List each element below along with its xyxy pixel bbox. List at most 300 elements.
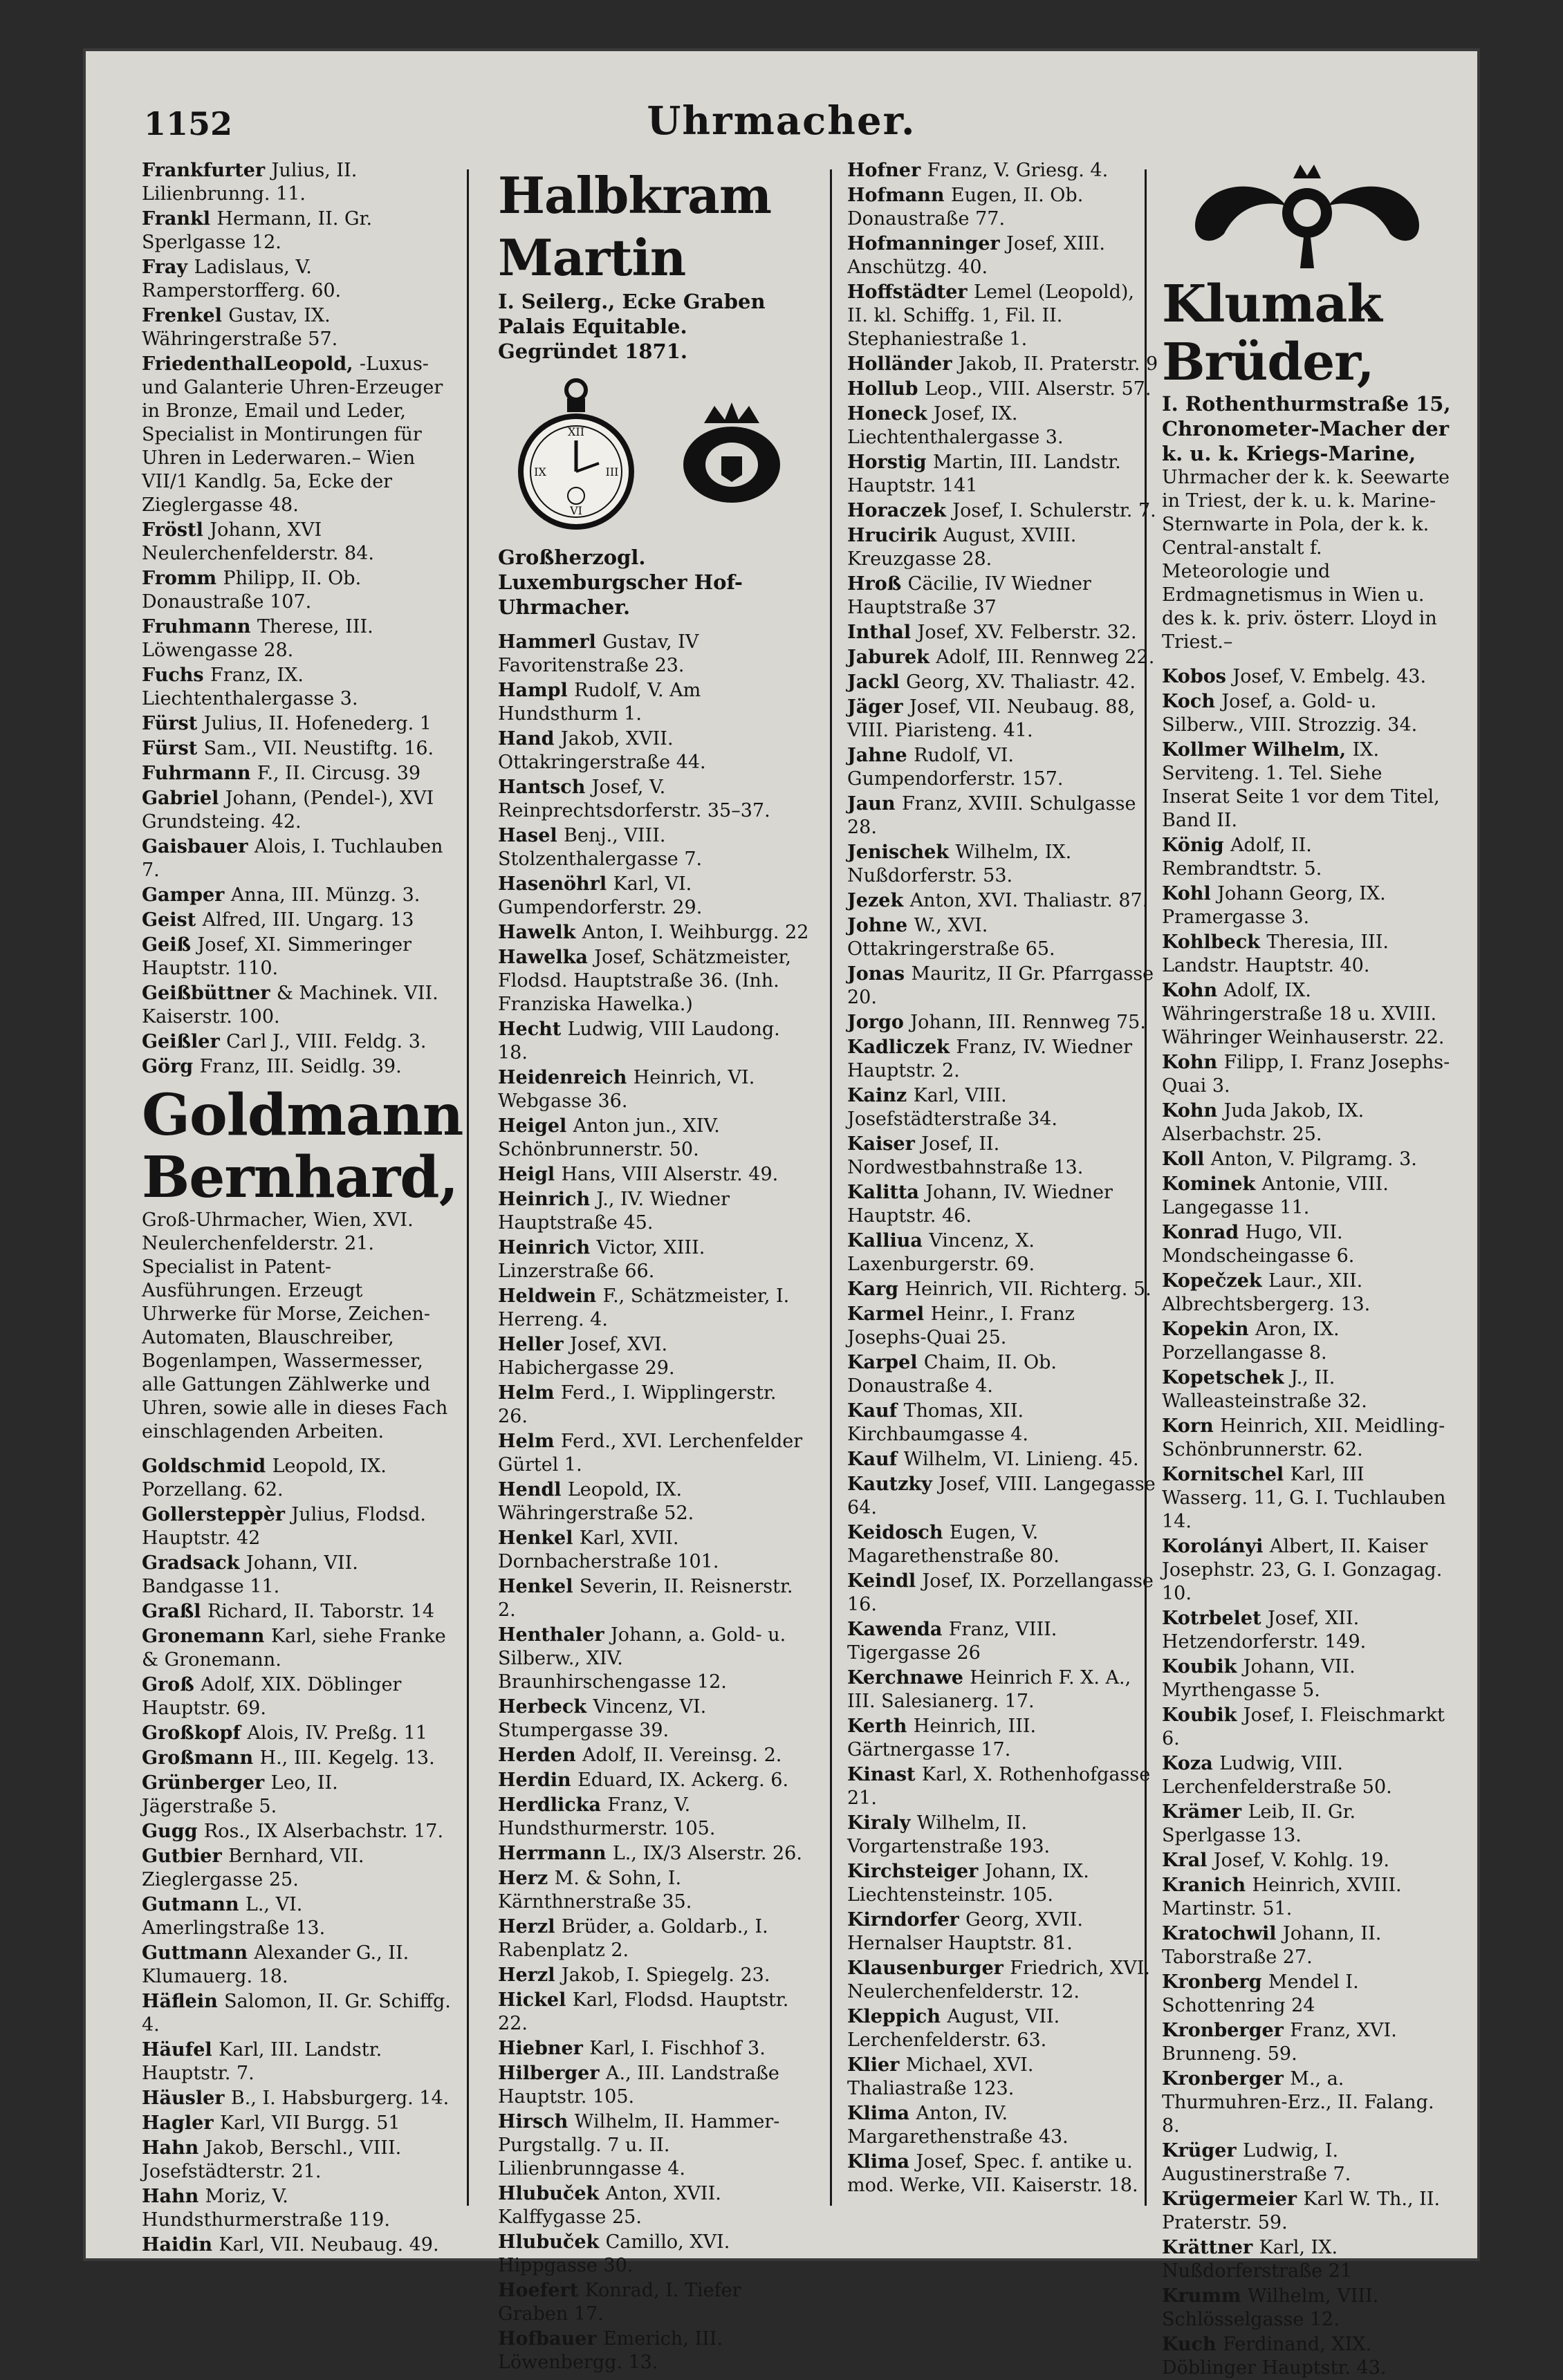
entry-address: Bernhard, VII. Zieglergasse 25. [142, 1846, 364, 1890]
entry-name: Hammerl [498, 631, 603, 653]
directory-entry [847, 451, 1158, 498]
entry-address: Anton jun., XIV. Schönbrunnerstr. 50. [498, 1115, 720, 1160]
entry-name: Gamper [142, 884, 231, 906]
entry-name: Kirchsteiger [847, 1861, 985, 1882]
entry-name: Hofmanninger [847, 233, 1007, 254]
directory-entry [142, 159, 453, 206]
directory-entry [847, 963, 1158, 1010]
directory-entry [847, 353, 1158, 376]
column-1 [142, 159, 463, 2256]
entry-name: Gabriel [142, 788, 225, 809]
entry-address: Josef, XVI. Habichergasse 29. [498, 1334, 675, 1379]
directory-entry [142, 982, 453, 1029]
entry-address: J., IV. Wiedner Hauptstraße 45. [498, 1189, 730, 1234]
advert-title: Goldmann Bernhard, [142, 1082, 463, 1211]
entry-name: Hickel [498, 1989, 573, 2011]
entry-name: Gugg [142, 1821, 204, 1842]
entry-address: Johann, VII. Bandgasse 11. [142, 1552, 358, 1597]
entry-address: Josef, IX. Liechtenthalergasse 3. [847, 403, 1064, 448]
directory-entry [1162, 882, 1452, 929]
advert-body: I. Rothenthurmstraße 15, Chronometer-Macher der k. u. k. Kriegs-Marine, [1162, 392, 1451, 465]
directory-entry [1162, 1971, 1452, 2018]
directory-entry [498, 1285, 809, 1332]
column-2 [498, 159, 809, 2373]
directory-entry [1162, 738, 1452, 833]
directory-entry [847, 841, 1158, 888]
advert-small-print: Uhrmacher der k. k. Seewarte in Triest, der k. u. k. Marine-Sternwarte in Pola, der k. k. Central-anstalt f. Meteorologie und Erdmagnetismus in Wien u. des k. k. priv. österr. Lloyd in Triest.– [1162, 467, 1450, 653]
directory-entry [498, 1842, 809, 1866]
entry-name: Helm [498, 1431, 561, 1452]
entry-address: Eugen, V. Magarethenstraße 80. [847, 1522, 1060, 1567]
entry-name: Gollersteppèr [142, 1504, 292, 1525]
directory-entry [847, 499, 1158, 523]
directory-entry [847, 1715, 1158, 1762]
entry-address: Wilhelm, II. Vorgartenstraße 193. [847, 1812, 1051, 1857]
entry-address: August, VII. Lerchenfelderstr. 63. [847, 2006, 1060, 2051]
entry-name: Henkel [498, 1576, 580, 1597]
directory-entry [847, 646, 1158, 669]
entry-address: Josef, I. Fleischmarkt 6. [1162, 1704, 1445, 1749]
entry-name: Jahne [847, 745, 914, 766]
entry-name: Koch [1162, 691, 1222, 712]
directory-entry [142, 1455, 453, 1502]
entry-name: Kalitta [847, 1182, 926, 1203]
directory-entry [847, 184, 1158, 231]
entry-name: Hasenöhrl [498, 873, 613, 895]
entry-address: Franz, IX. Liechtenthalergasse 3. [142, 664, 358, 709]
entry-address: Karl, VII. Neubaug. 49. [219, 2234, 439, 2256]
directory-entry [498, 1333, 809, 1380]
entry-address: Johann Georg, IX. Pramergasse 3. [1162, 883, 1386, 928]
entry-address: Ferd., XVI. Lerchenfelder Gürtel 1. [498, 1431, 803, 1476]
entry-name: Hendl [498, 1479, 568, 1500]
directory-entry [847, 1084, 1158, 1131]
entry-name: Kalliua [847, 1230, 930, 1252]
entry-name: Henthaler [498, 1624, 611, 1646]
pocket-watch-icon [517, 375, 635, 534]
directory-entry [498, 776, 809, 823]
column-rule [467, 169, 469, 2206]
entry-name: Karpel [847, 1352, 924, 1373]
entry-address: Ferdinand, XIX. Döblinger Hauptstr. 43. [1162, 2334, 1387, 2379]
directory-entry [142, 884, 453, 907]
directory-entry [142, 2087, 453, 2110]
entry-name: Hasel [498, 825, 564, 846]
entry-name: Heigel [498, 1115, 573, 1137]
entry-address: Vincenz, VI. Stumpergasse 39. [498, 1696, 707, 1741]
entry-address: Leopold, IX. Porzellang. 62. [142, 1456, 387, 1500]
entry-name: Frenkel [142, 305, 229, 326]
directory-entry [1162, 1607, 1452, 1654]
entry-name: Johne [847, 915, 914, 936]
entry-address: Franz, VIII. Tigergasse 26 [847, 1619, 1057, 1664]
entry-name: Kotrbelet [1162, 1608, 1268, 1629]
directory-entry [498, 1188, 809, 1235]
entry-address: F., II. Circusg. 39 [257, 763, 421, 784]
directory-entry [847, 1860, 1158, 1907]
entry-name: Hofner [847, 160, 927, 181]
entry-name: Guttmann [142, 1942, 255, 1964]
directory-entry [1162, 665, 1452, 689]
entry-address: Aron, IX. Porzellangasse 8. [1162, 1319, 1340, 1364]
directory-entry [1162, 1752, 1452, 1799]
directory-entry [847, 744, 1158, 791]
directory-entry [142, 1722, 453, 1745]
directory-entry [142, 2038, 453, 2085]
entry-address: Karl W. Th., II. Praterstr. 59. [1162, 2188, 1441, 2233]
entry-address: B., I. Habsburgerg. 14. [230, 2088, 450, 2109]
directory-entry [142, 207, 453, 254]
directory-entry [142, 909, 453, 932]
entry-address: IX. Serviteng. 1. Tel. Siehe Inserat Seite 1 vor dem Titel, Band II. [1162, 739, 1440, 831]
entry-name: Jackl [847, 671, 907, 693]
entry-address: Carl J., VIII. Feldg. 3. [226, 1031, 427, 1052]
entry-address: Brüder, a. Goldarb., I. Rabenplatz 2. [498, 1916, 768, 1961]
entry-address: Josef, XV. Felberstr. 32. [917, 622, 1137, 643]
directory-entry [847, 1036, 1158, 1083]
entry-name: Hahn [142, 2186, 205, 2207]
entry-name: Herz [498, 1868, 555, 1889]
svg-text:IX: IX [533, 465, 546, 478]
svg-text:XII: XII [567, 425, 584, 438]
entry-name: Hagler [142, 2112, 220, 2134]
entry-address: F., Schätzmeister, I. Herreng. 4. [498, 1285, 790, 1330]
directory-entry [498, 631, 809, 678]
entry-name: Klier [847, 2054, 906, 2076]
entry-address: Moriz, V. Hundsthurmerstraße 119. [142, 2186, 390, 2231]
directory-entry [498, 2062, 809, 2109]
entry-address: Vincenz, X. Laxenburgerstr. 69. [847, 1230, 1035, 1275]
entry-name: Horstig [847, 452, 933, 473]
entry-address: August, XVIII. Kreuzgasse 28. [847, 525, 1077, 570]
entry-name: Hahn [142, 2137, 205, 2159]
directory-entry [847, 1908, 1158, 1955]
entry-address: H., III. Kegelg. 13. [259, 1747, 435, 1769]
directory-entry [847, 159, 1158, 183]
entry-name: Kainz [847, 1085, 914, 1106]
entry-address: Franz, III. Seidlg. 39. [199, 1056, 402, 1077]
directory-entry [142, 1673, 453, 1720]
entry-address: Jakob, XVII. Ottakringerstraße 44. [498, 728, 706, 773]
entry-name: Hand [498, 728, 561, 750]
directory-entry [142, 712, 453, 736]
entry-address: Leo, II. Jägerstraße 5. [142, 1772, 338, 1817]
advert-halbkram [498, 165, 809, 620]
svg-text:VI: VI [569, 504, 582, 517]
entry-address: Johann, IV. Wiedner Hauptstr. 46. [847, 1182, 1113, 1227]
entry-address: Ludwig, VIII. Lerchenfelderstraße 50. [1162, 1753, 1392, 1798]
entry-name: Hilberger [498, 2063, 606, 2084]
entry-name: König [1162, 835, 1231, 856]
entry-address: Thomas, XII. Kirchbaumgasse 4. [847, 1400, 1029, 1445]
entry-address: Karl, VIII. Josefstädterstraße 34. [847, 1085, 1057, 1130]
entry-address: Friedrich, XVI. Neulerchenfelderstr. 12. [847, 1958, 1151, 2002]
directory-entry [1162, 2333, 1452, 2380]
directory-entry [1162, 2236, 1452, 2283]
entry-name: Krämer [1162, 1801, 1248, 1823]
entry-address: Franz, IV. Wiedner Hauptstr. 2. [847, 1036, 1132, 1081]
entry-name: Geiß [142, 934, 198, 956]
entry-address: Karl, Flodsd. Hauptstr. 22. [498, 1989, 789, 2034]
entry-address: Josef, XI. Simmeringer Hauptstr. 110. [142, 934, 411, 979]
entry-address: Richard, II. Taborstr. 14 [207, 1601, 435, 1622]
entry-name: Hofmann [847, 185, 951, 206]
directory-entry [1162, 2067, 1452, 2138]
entry-name: Fürst [142, 738, 204, 759]
entry-name: Helm [498, 1382, 561, 1404]
directory-entry [847, 1303, 1158, 1350]
entry-address: Karl, III. Landstr. Hauptstr. 7. [142, 2039, 382, 2084]
entry-address: Karl, I. Fischhof 3. [589, 2038, 766, 2059]
entry-address: Julius, Flodsd. Hauptstr. 42 [142, 1504, 426, 1549]
directory-entry [1162, 1463, 1452, 1534]
page-number: 1152 [144, 105, 233, 142]
directory-entry [847, 2054, 1158, 2101]
directory-entry [142, 1820, 453, 1843]
entry-name: Hroß [847, 573, 908, 595]
directory-entry [142, 567, 453, 614]
directory-entry [142, 1772, 453, 1819]
directory-entry [847, 1957, 1158, 2004]
directory-entry [142, 1990, 453, 2037]
directory-entry [498, 1794, 809, 1841]
directory-entry [847, 1666, 1158, 1713]
entry-address: Rudolf, V. Am Hundsthurm 1. [498, 680, 701, 725]
column-rule [830, 169, 832, 2206]
entry-address: Julius, II. Lilienbrunng. 11. [142, 160, 358, 205]
directory-entry [1162, 1318, 1452, 1365]
directory-entry [498, 873, 809, 920]
entry-name: Kohlbeck [1162, 931, 1267, 953]
directory-entry [1162, 2285, 1452, 2332]
entry-address: Benj., VIII. Stolzenthalergasse 7. [498, 825, 703, 870]
entry-name: Kohn [1162, 1100, 1224, 1122]
entry-address: Juda Jakob, IX. Alserbachstr. 25. [1162, 1100, 1365, 1145]
directory-entry [1162, 1148, 1452, 1171]
directory-entry [1162, 1051, 1452, 1098]
entry-address: Lemel (Leopold), II. kl. Schiffg. 1, Fil. II. Stephaniestraße 1. [847, 281, 1134, 350]
directory-entry [498, 1989, 809, 2036]
entry-list [142, 159, 453, 1079]
entry-name: Hecht [498, 1019, 568, 1040]
entry-address: Konrad, I. Tiefer Graben 17. [498, 2280, 741, 2325]
entry-address: Adolf, XIX. Döblinger Hauptstr. 69. [142, 1674, 402, 1719]
entry-address: Hugo, VII. Mondscheingasse 6. [1162, 1222, 1355, 1267]
entry-name: Hampl [498, 680, 575, 701]
directory-entry [498, 1769, 809, 1792]
entry-name: Kuch [1162, 2334, 1223, 2355]
entry-name: Kauf [847, 1400, 904, 1422]
entry-name: Fröstl [142, 519, 210, 541]
entry-address: Josef, XII. Hetzendorferstr. 149. [1162, 1608, 1367, 1653]
entry-address: Julius, II. Hofenederg. 1 [203, 713, 432, 734]
directory-entry [142, 1893, 453, 1940]
directory-entry [847, 2102, 1158, 2149]
directory-entry [847, 2150, 1158, 2197]
directory-entry [1162, 690, 1452, 737]
entry-name: Jenischek [847, 842, 956, 863]
entry-name: Jäger [847, 696, 909, 718]
entry-address: Wilhelm, II. Hammer-Purgstallg. 7 u. II. Lilienbrunngasse 4. [498, 2111, 780, 2179]
entry-address: Ludwig, VIII Laudong. 18. [498, 1019, 780, 1063]
entry-name: Kirndorfer [847, 1909, 966, 1931]
entry-address: Heinrich, VII. Richterg. 5. [905, 1279, 1152, 1300]
entry-name: Jezek [847, 890, 910, 911]
entry-name: Hirsch [498, 2111, 575, 2132]
entry-address: Franz, XVIII. Schulgasse 28. [847, 793, 1136, 838]
entry-address: Josef, VII. Neubaug. 88, VIII. Piaristeng. 41. [847, 696, 1136, 741]
entry-address: Sam., VII. Neustiftg. 16. [203, 738, 434, 759]
entry-name: Heldwein [498, 1285, 603, 1307]
directory-entry [142, 304, 453, 351]
directory-entry [847, 402, 1158, 449]
entry-address: Karl, X. Rothenhofgasse 21. [847, 1764, 1151, 1809]
advert-body: Groß-Uhrmacher, Wien, XVI. Neulerchenfelderstr. 21. Specialist in Patent-Ausführungen. Erzeugt Uhrwerke für Morse, Zeichen-Automaten, Blauschreiber, Bogenlampen, Wassermesser, alle Gattungen Zählwerke und Uhren, sowie alle in dieses Fach einschlagenden Arbeiten. [142, 1209, 448, 1442]
directory-entry [847, 573, 1158, 620]
entry-address: Hans, VIII Alserstr. 49. [561, 1164, 779, 1185]
entry-address: Josef, VIII. Langegasse 64. [847, 1473, 1156, 1518]
entry-name: Jaburek [847, 647, 936, 668]
entry-name: Gutmann [142, 1894, 246, 1915]
entry-name: Jonas [847, 963, 912, 985]
directory-entry [498, 1575, 809, 1622]
entry-name: Frankl [142, 208, 217, 230]
advert-illustration [1162, 165, 1452, 268]
entry-name: Herden [498, 1745, 583, 1766]
entry-name: Kronberger [1162, 2068, 1291, 2090]
entry-address: Michael, XVI. Thaliastraße 123. [847, 2054, 1034, 2099]
entry-address: Cäcilie, IV Wiedner Hauptstraße 37 [847, 573, 1091, 618]
entry-name: FriedenthalLeopold, [142, 353, 360, 375]
entry-address: Adolf, III. Rennweg 22. [936, 647, 1155, 668]
entry-address: Gustav, IV Favoritenstraße 23. [498, 631, 699, 676]
directory-entry [498, 2327, 809, 2374]
entry-address: Wilhelm, VIII. Schlösselgasse 12. [1162, 2285, 1379, 2330]
entry-address: Ros., IX Alserbachstr. 17. [203, 1821, 444, 1842]
entry-name: Kronberg [1162, 1971, 1268, 1993]
directory-entry [1162, 1704, 1452, 1751]
entry-name: Hawelka [498, 947, 595, 968]
entry-address: Hermann, II. Gr. Sperlgasse 12. [142, 208, 373, 253]
entry-name: Karmel [847, 1303, 931, 1325]
entry-address: Alfred, III. Ungarg. 13 [202, 909, 414, 931]
directory-entry [498, 1744, 809, 1767]
entry-name: Kohl [1162, 883, 1218, 904]
entry-name: Hrucirik [847, 525, 943, 546]
entry-address: Theresia, III. Landstr. Hauptstr. 40. [1162, 931, 1389, 976]
entry-address: Laur., XII. Albrechtsbergerg. 13. [1162, 1270, 1371, 1315]
directory-entry [498, 824, 809, 871]
directory-entry [1162, 1270, 1452, 1317]
entry-list [142, 1455, 453, 2257]
entry-address: Mendel I. Schottenring 24 [1162, 1971, 1359, 2016]
entry-name: Kollmer Wilhelm, [1162, 739, 1353, 761]
directory-entry [847, 1181, 1158, 1228]
entry-list [498, 631, 809, 2374]
entry-address: Jakob, I. Spiegelg. 23. [561, 1964, 770, 1986]
entry-name: Gaisbauer [142, 836, 255, 857]
entry-address: Philipp, II. Ob. Donaustraße 107. [142, 568, 362, 613]
entry-name: Gutbier [142, 1846, 229, 1867]
entry-name: Geißler [142, 1031, 227, 1052]
directory-entry [498, 1066, 809, 1113]
svg-text:III: III [605, 465, 618, 478]
directory-entry [498, 2110, 809, 2181]
directory-entry [498, 1382, 809, 1429]
directory-entry [847, 621, 1158, 644]
entry-name: Hantsch [498, 777, 592, 798]
directory-entry [1162, 834, 1452, 881]
entry-name: Kleppich [847, 2006, 947, 2027]
entry-address: Karl, VI. Gumpendorferstr. 29. [498, 873, 703, 918]
directory-entry [847, 1473, 1158, 1520]
directory-entry [1162, 1801, 1452, 1848]
entry-address: Johann, XVI Neulerchenfelderstr. 84. [142, 519, 374, 564]
directory-entry [142, 1942, 453, 1989]
entry-name: Kronberger [1162, 2020, 1291, 2041]
entry-name: Koubik [1162, 1656, 1243, 1677]
directory-entry [142, 933, 453, 980]
entry-address: Johann, II. Taborstraße 27. [1162, 1923, 1382, 1968]
directory-entry [142, 1503, 453, 1550]
entry-name: Koll [1162, 1149, 1211, 1170]
entry-name: Fürst [142, 713, 204, 734]
directory-entry [847, 378, 1158, 401]
entry-address: Josef, a. Gold- u. Silberw., VIII. Strozzig. 34. [1162, 691, 1418, 736]
entry-name: Herdin [498, 1769, 578, 1791]
directory-entry [142, 2112, 453, 2135]
entry-name: Kautzky [847, 1473, 939, 1495]
entry-address: Heinrich, III. Gärtnergasse 17. [847, 1716, 1037, 1760]
imperial-ornament-icon [1169, 165, 1445, 268]
entry-address: Karl, III Wasserg. 11, G. I. Tuchlauben 14. [1162, 1464, 1446, 1532]
entry-address: Georg, XV. Thaliastr. 42. [906, 671, 1136, 693]
entry-name: Gronemann [142, 1626, 271, 1647]
directory-entry [142, 762, 453, 785]
entry-address: Josef, II. Nordwestbahnstraße 13. [847, 1133, 1084, 1178]
entry-address: Alois, IV. Preßg. 11 [247, 1722, 427, 1744]
entry-address: Alois, I. Tuchlauben 7. [142, 836, 443, 881]
entry-address: Eugen, II. Ob. Donaustraße 77. [847, 185, 1084, 230]
directory-entry [847, 1618, 1158, 1665]
entry-address: Franz, XVI. Brunneng. 59. [1162, 2020, 1397, 2065]
entry-address: Antonie, VIII. Langegasse 11. [1162, 1173, 1389, 1218]
directory-entry [847, 889, 1158, 913]
entry-name: Kopečzek [1162, 1270, 1268, 1292]
entry-address: Heinrich, VI. Webgasse 36. [498, 1067, 755, 1112]
entry-name: Graßl [142, 1601, 207, 1622]
entry-name: Hlubuček [498, 2231, 606, 2253]
entry-name: Fuchs [142, 664, 210, 686]
entry-name: Hoefert [498, 2280, 585, 2301]
entry-name: Kaiser [847, 1133, 922, 1155]
directory-entry [142, 615, 453, 662]
entry-name: Karg [847, 1279, 905, 1300]
entry-address: Leib, II. Gr. Sperlgasse 13. [1162, 1801, 1356, 1846]
entry-address: Severin, II. Reisnerstr. 2. [498, 1576, 793, 1621]
entry-address: Johann, VII. Myrthengasse 5. [1162, 1656, 1356, 1701]
entry-name: Kornitschel [1162, 1464, 1291, 1485]
directory-entry [498, 1115, 809, 1162]
entry-address: Adolf, II. Rembrandtstr. 5. [1162, 835, 1322, 880]
entry-address: Anna, III. Münzg. 3. [230, 884, 420, 906]
directory-entry [498, 2231, 809, 2278]
entry-name: Fromm [142, 568, 223, 589]
entry-name: Klima [847, 2151, 916, 2173]
directory-entry [498, 1478, 809, 1525]
entry-address: L., IX/3 Alserstr. 26. [612, 1843, 802, 1864]
directory-entry [1162, 1221, 1452, 1268]
